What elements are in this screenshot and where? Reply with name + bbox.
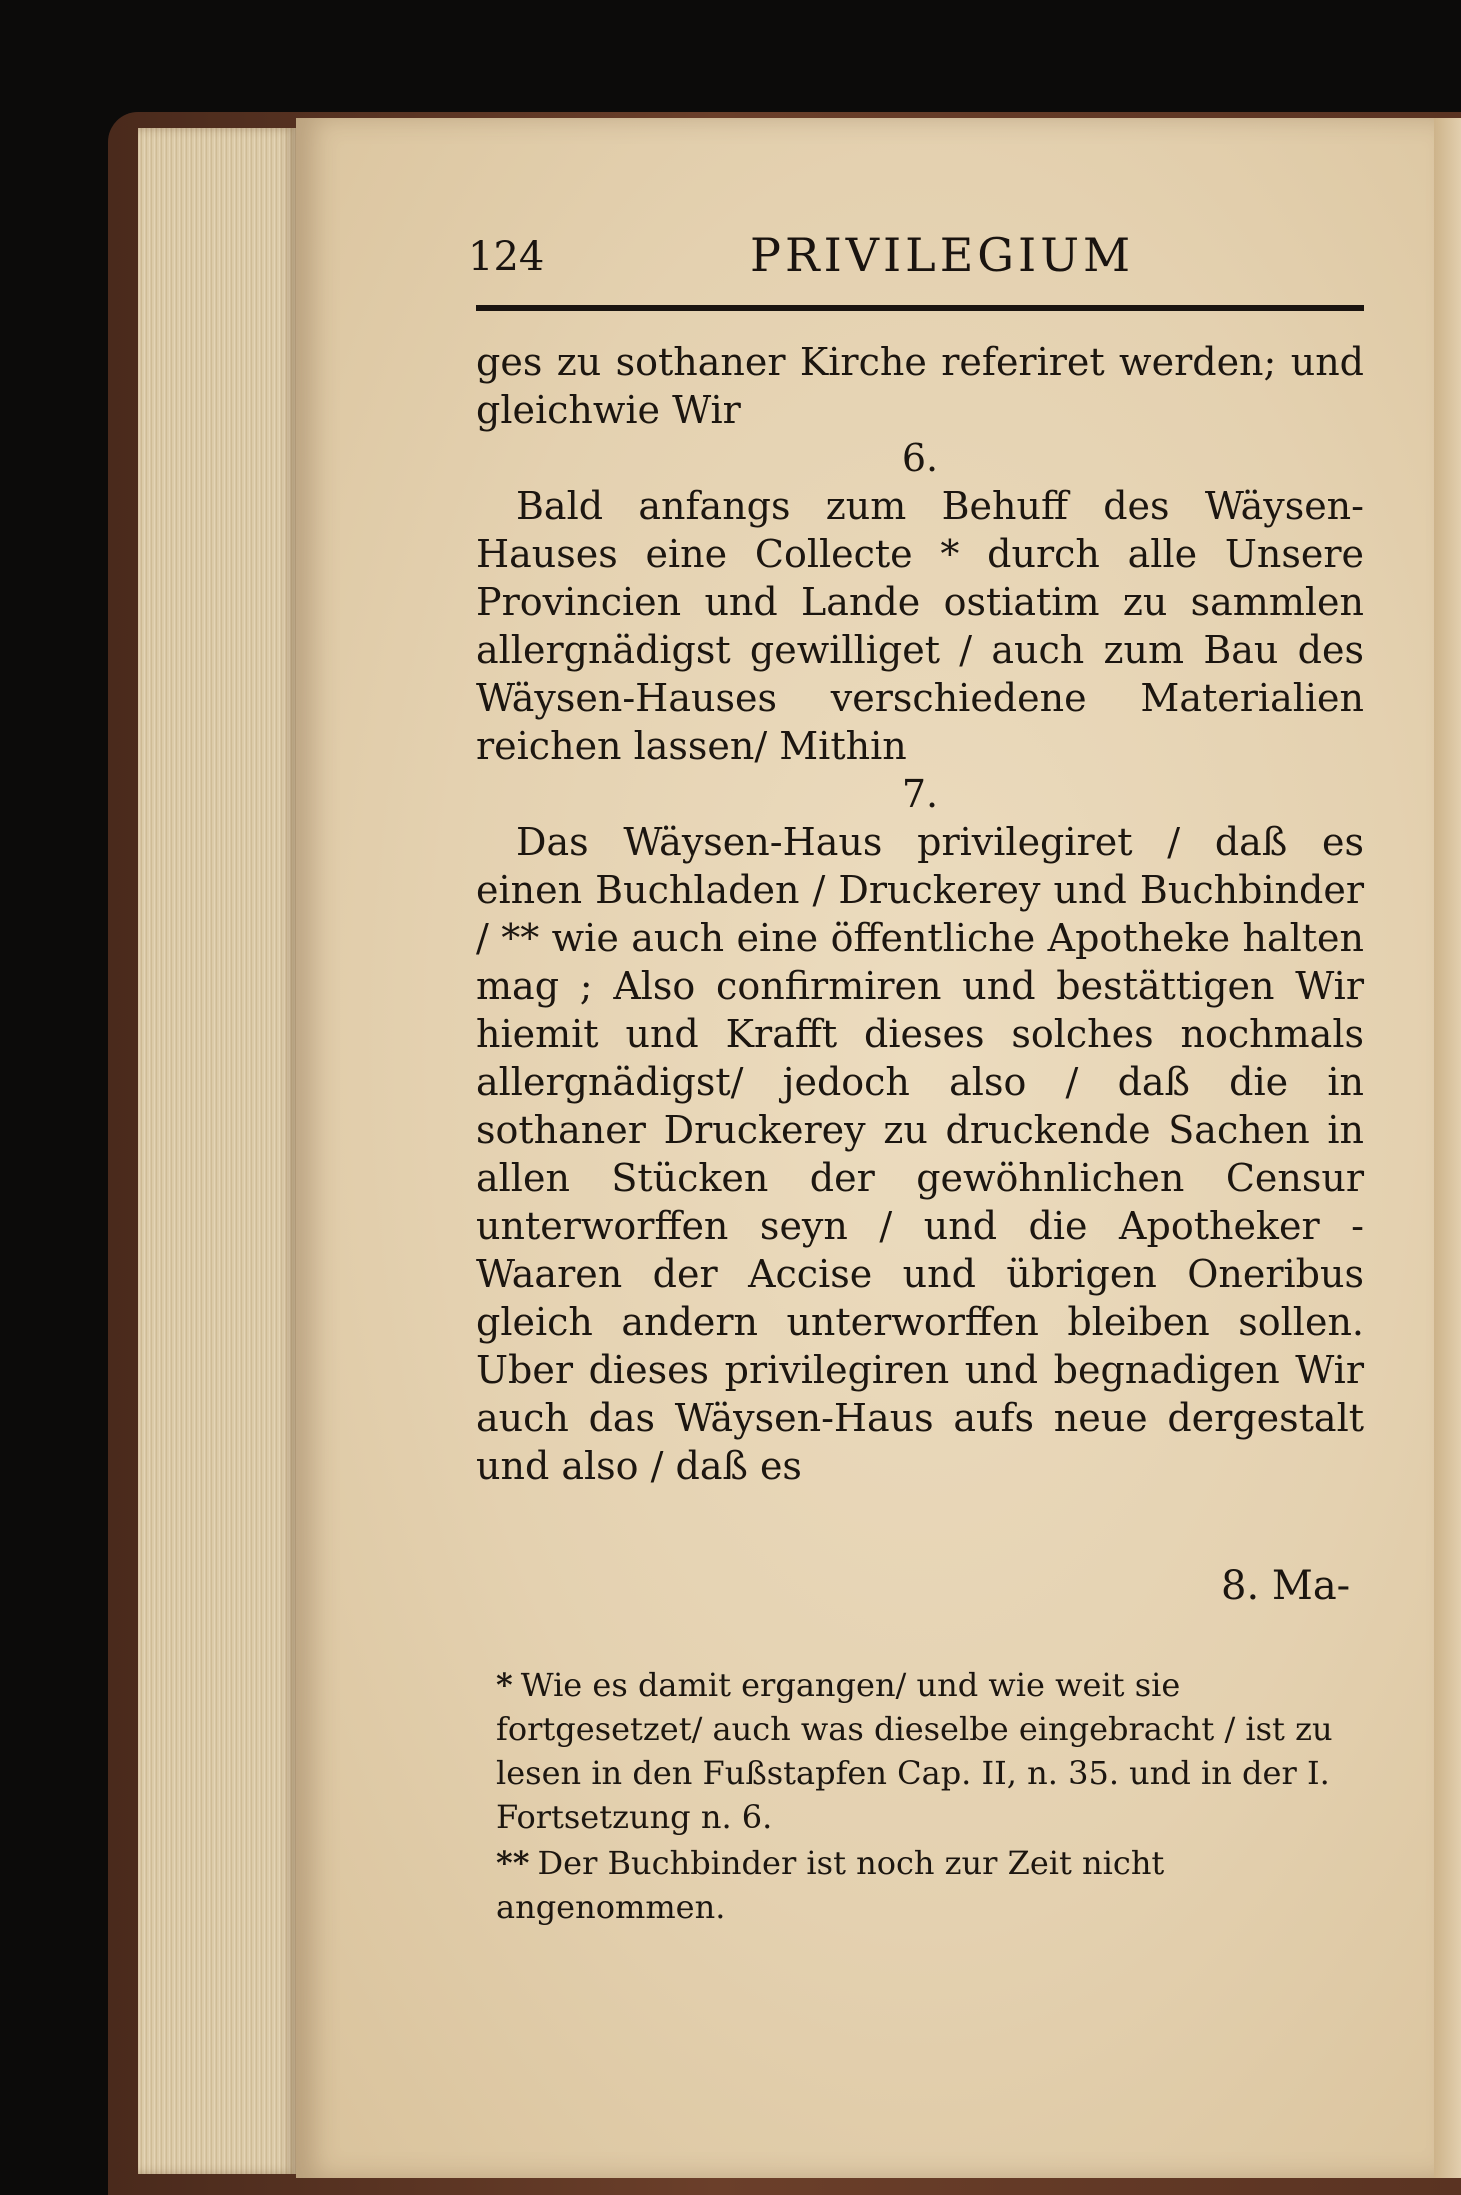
footnotes [496, 1663, 1364, 1931]
section-number-6: 6. [901, 436, 939, 480]
paragraph-2: Bald anfangs zum Behuff des Wäysen-Hauses eine Collecte * durch alle Unsere Provincien und Lande ostiatim zu sammlen allergnädigst gewilliget / auch zum Bau des Wäysen-Hauses verschiedene Materialien reichen lassen/ Mithin [476, 484, 1364, 768]
catchword: 8. Ma- [1221, 1563, 1351, 1609]
header-rule [476, 305, 1364, 311]
paragraph-3: Das Wäysen-Haus privilegiret / daß es einen Buchladen / Druckerey und Buchbinder / ** wie auch eine öffentliche Apotheke halten mag ; Also confirmiren und bestättigen Wir hiemit und Krafft dieses solches nochmals allergnädigst/ jedoch also / daß die in sothaner Druckerey zu druckende Sachen in allen Stücken der gewöhnlichen Censur unterworffen seyn / und die Apotheker - Waaren der Accise und übrigen Oneribus gleich andern unterworffen bleiben sollen. Uber dieses privilegiren und begnadigen Wir auch das Wäysen-Haus aufs neue dergestalt und also / daß es [476, 820, 1364, 1488]
footnote-text: Der Buchbinder ist noch zur Zeit nicht angenommen. [496, 1844, 1165, 1926]
body-text [476, 338, 1364, 1490]
footnote [496, 1841, 1364, 1929]
page-edges [138, 128, 296, 2174]
paragraph-1: ges zu sothaner Kirche referiret werden; und gleichwie Wir [476, 340, 1364, 432]
section-number-7: 7. [901, 772, 939, 816]
running-title: PRIVILEGIUM [750, 228, 1135, 282]
facing-page-edge [1434, 118, 1461, 2178]
footnote-mark: * [496, 1666, 513, 1704]
book-page [296, 118, 1434, 2178]
page-number: 124 [468, 234, 545, 280]
footnote [496, 1663, 1364, 1839]
footnote-text: Wie es damit ergangen/ und wie weit sie fortgesetzet/ auch was dieselbe eingebracht / ist zu lesen in den Fußstapfen Cap. II, n. 35. und in der I. Fortsetzung n. 6. [496, 1666, 1333, 1836]
footnote-mark: ** [496, 1844, 530, 1882]
